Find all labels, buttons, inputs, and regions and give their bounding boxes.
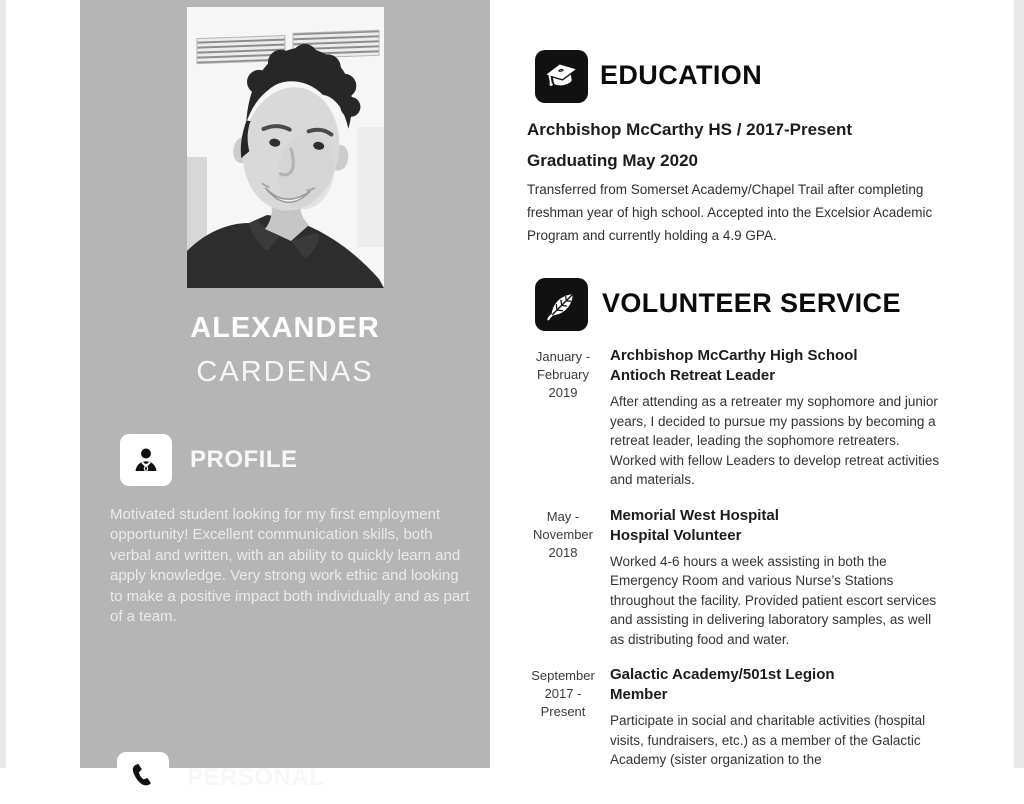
- volunteer-entries: [524, 346, 942, 786]
- volunteer-section-title: VOLUNTEER SERVICE: [602, 288, 901, 318]
- education-graduation-line: Graduating May 2020: [527, 151, 699, 170]
- profile-section-title: PROFILE: [190, 446, 298, 473]
- candidate-name: [80, 306, 490, 394]
- page-edge-right: [1014, 0, 1024, 768]
- personal-section-header: [117, 752, 324, 804]
- page-edge-left: [0, 0, 6, 768]
- sidebar: [80, 0, 490, 791]
- entry-dates: May - November 2018: [533, 508, 593, 560]
- entry-dates: January - February 2019: [535, 349, 591, 400]
- entry-role: Hospital Volunteer: [610, 526, 742, 544]
- entry-description: After attending as a retreater my sophomore and junior years, I decided to pursue my passions by becoming a retreat leader, leading the sophomore retreaters. Worked with fellow Leaders to develop retreat activities and materials.: [610, 394, 940, 487]
- education-section-title: EDUCATION: [600, 60, 763, 90]
- entry-description: Worked 4-6 hours a week assisting in both the Emergency Room and various Nurse’s Stations throughout the facility. Provided patient escort services and assisting in delivering laboratory samples, as well as distributing food and water.: [610, 553, 937, 647]
- leaf-icon: [535, 278, 588, 331]
- entry-body: [610, 665, 942, 770]
- volunteer-entry: [524, 506, 942, 650]
- entry-role: Antioch Retreat Leader: [610, 367, 776, 384]
- entry-body: [610, 346, 942, 490]
- first-name: ALEXANDER: [190, 312, 380, 344]
- portrait-photo: [187, 7, 384, 288]
- education-school-line: Archbishop McCarthy HS / 2017-Present: [527, 120, 852, 139]
- entry-dates: September 2017 - Present: [531, 668, 595, 719]
- profile-section-header: [120, 434, 298, 486]
- entry-organization: Galactic Academy/501st Legion: [610, 666, 835, 683]
- volunteer-entry: [524, 346, 942, 490]
- portrait-illustration: [187, 7, 384, 288]
- phone-handset-icon: [117, 752, 169, 804]
- personal-section-title: PERSONAL: [187, 764, 325, 791]
- volunteer-entry: [524, 665, 942, 770]
- entry-role: Member: [610, 686, 668, 703]
- last-name: CARDENAS: [196, 356, 374, 388]
- entry-description: Participate in social and charitable activities (hospital visits, fundraisers, etc.) as a member of the Galactic Academy (sister organization to the: [610, 713, 926, 767]
- profile-summary: Motivated student looking for my first employment opportunity! Excellent communication skills, both verbal and written, with an ability to quickly learn and apply knowledge. Very strong work ethic and looking to make a positive impact both individually and as part of a team.: [110, 506, 470, 626]
- person-bust-icon: [120, 434, 172, 486]
- education-description: Transferred from Somerset Academy/Chapel Trail after completing freshman year of high school. Accepted into the Excelsior Academic Program and currently holding a 4.9 GPA.: [527, 182, 933, 244]
- entry-body: [610, 506, 942, 650]
- entry-organization: Memorial West Hospital: [610, 506, 779, 524]
- entry-organization: Archbishop McCarthy High School: [610, 347, 858, 364]
- graduation-cap-icon: [535, 50, 588, 103]
